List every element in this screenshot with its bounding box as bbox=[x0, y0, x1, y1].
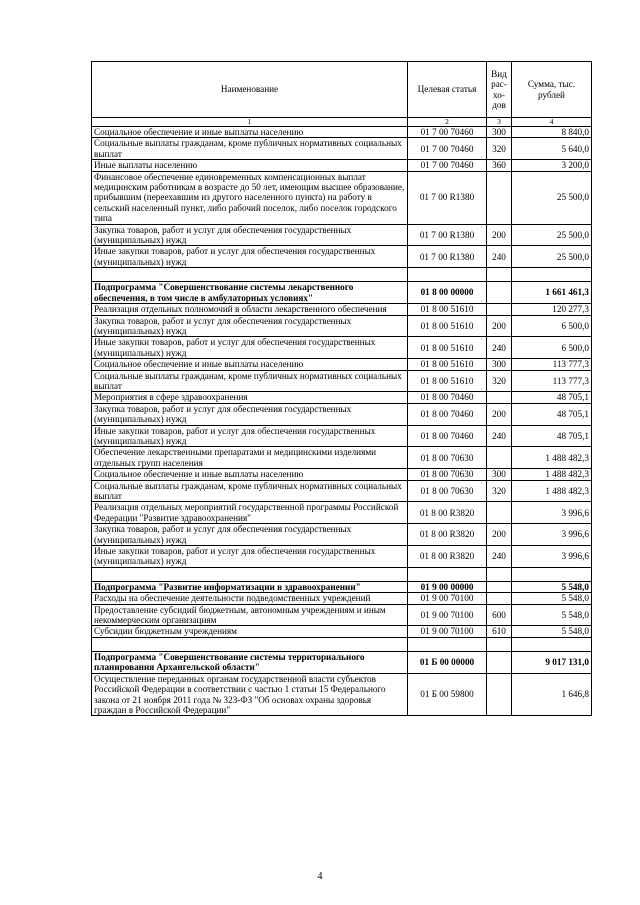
cell-expense-type bbox=[487, 502, 512, 524]
cell-code: 01 8 00 R3820 bbox=[408, 524, 487, 546]
cell-expense-type: 200 bbox=[487, 524, 512, 546]
cell-expense-type bbox=[487, 392, 512, 403]
cell-sum: 5 640,0 bbox=[512, 138, 592, 160]
table-row bbox=[92, 469, 592, 480]
cell-sum: 5 548,0 bbox=[512, 604, 592, 626]
column-number: 4 bbox=[512, 118, 592, 127]
cell-sum: 48 705,1 bbox=[512, 425, 592, 447]
table-row bbox=[92, 392, 592, 403]
cell-expense-type: 240 bbox=[487, 337, 512, 359]
cell-expense-type bbox=[487, 447, 512, 469]
cell-name: Закупка товаров, работ и услуг для обеспечения государственных (муниципальных) нужд bbox=[92, 224, 408, 246]
cell-expense-type bbox=[487, 593, 512, 604]
table-row bbox=[92, 403, 592, 425]
cell-code: 01 8 00 70460 bbox=[408, 392, 487, 403]
table-row bbox=[92, 425, 592, 447]
header-expense-type: Вид рас- хо- дов bbox=[487, 62, 512, 118]
table-row bbox=[92, 626, 592, 637]
cell-code: 01 7 00 70460 bbox=[408, 127, 487, 138]
cell-sum: 25 500,0 bbox=[512, 246, 592, 268]
cell-expense-type: 200 bbox=[487, 315, 512, 337]
cell-expense-type: 320 bbox=[487, 370, 512, 392]
cell-sum: 25 500,0 bbox=[512, 171, 592, 224]
cell-code: 01 7 00 R1380 bbox=[408, 246, 487, 268]
cell-sum: 48 705,1 bbox=[512, 403, 592, 425]
table-row bbox=[92, 359, 592, 370]
cell-name: Предоставление субсидий бюджетным, автономным учреждениям и иным некоммерческим организациям bbox=[92, 604, 408, 626]
cell-name: Иные закупки товаров, работ и услуг для обеспечения государственных (муниципальных) нужд bbox=[92, 425, 408, 447]
column-number: 3 bbox=[487, 118, 512, 127]
cell-name: Иные выплаты населению bbox=[92, 160, 408, 171]
spacer-row bbox=[92, 637, 592, 651]
cell-name: Расходы на обеспечение деятельности подведомственных учреждений bbox=[92, 593, 408, 604]
cell-name: Финансовое обеспечение единовременных компенсационных выплат медицинским работникам в возрасте до 50 лет, имеющим высшее образование, прибывшим (переехавшим из другого населенного пункта) на работу в сельский населенный пункт, либо рабочий поселок, либо поселок городского типа bbox=[92, 171, 408, 224]
spacer-row bbox=[92, 567, 592, 581]
cell-name: Иные закупки товаров, работ и услуг для обеспечения государственных (муниципальных) нужд bbox=[92, 546, 408, 568]
table-row bbox=[92, 673, 592, 716]
cell-code: 01 8 00 70460 bbox=[408, 403, 487, 425]
cell-sum: 1 488 482,3 bbox=[512, 469, 592, 480]
spacer-row bbox=[92, 268, 592, 282]
cell-code: 01 8 00 R3820 bbox=[408, 502, 487, 524]
empty-cell bbox=[487, 637, 512, 651]
cell-name: Реализация отдельных полномочий в области лекарственного обеспечения bbox=[92, 304, 408, 315]
empty-cell bbox=[92, 567, 408, 581]
cell-expense-type: 610 bbox=[487, 626, 512, 637]
cell-expense-type: 320 bbox=[487, 480, 512, 502]
cell-code: 01 7 00 R1380 bbox=[408, 171, 487, 224]
cell-code: 01 8 00 51610 bbox=[408, 370, 487, 392]
cell-code: 01 8 00 51610 bbox=[408, 359, 487, 370]
cell-sum: 113 777,3 bbox=[512, 370, 592, 392]
table-body bbox=[92, 127, 592, 716]
table-row bbox=[92, 337, 592, 359]
cell-name: Социальное обеспечение и иные выплаты населению bbox=[92, 127, 408, 138]
cell-expense-type bbox=[487, 304, 512, 315]
subprogram-row bbox=[92, 282, 592, 304]
empty-cell bbox=[408, 268, 487, 282]
cell-name: Субсидии бюджетным учреждениям bbox=[92, 626, 408, 637]
cell-code: 01 8 00 70630 bbox=[408, 447, 487, 469]
cell-expense-type: 240 bbox=[487, 546, 512, 568]
cell-sum: 113 777,3 bbox=[512, 359, 592, 370]
cell-name: Социальные выплаты гражданам, кроме публичных нормативных социальных выплат bbox=[92, 370, 408, 392]
table-row bbox=[92, 246, 592, 268]
cell-expense-type bbox=[487, 581, 512, 592]
cell-name: Социальные выплаты гражданам, кроме публичных нормативных социальных выплат bbox=[92, 138, 408, 160]
cell-code: 01 9 00 70100 bbox=[408, 604, 487, 626]
cell-sum: 3 996,6 bbox=[512, 524, 592, 546]
cell-expense-type bbox=[487, 171, 512, 224]
cell-sum: 120 277,3 bbox=[512, 304, 592, 315]
cell-expense-type: 200 bbox=[487, 224, 512, 246]
empty-cell bbox=[92, 637, 408, 651]
cell-sum: 5 548,0 bbox=[512, 626, 592, 637]
cell-code: 01 8 00 51610 bbox=[408, 337, 487, 359]
cell-name: Закупка товаров, работ и услуг для обеспечения государственных (муниципальных) нужд bbox=[92, 315, 408, 337]
cell-sum: 9 017 131,0 bbox=[512, 651, 592, 673]
cell-expense-type: 300 bbox=[487, 359, 512, 370]
cell-expense-type: 240 bbox=[487, 246, 512, 268]
cell-expense-type: 240 bbox=[487, 425, 512, 447]
cell-name: Социальное обеспечение и иные выплаты населению bbox=[92, 469, 408, 480]
header-name: Наименование bbox=[92, 62, 408, 118]
cell-name: Закупка товаров, работ и услуг для обеспечения государственных (муниципальных) нужд bbox=[92, 524, 408, 546]
table-row bbox=[92, 593, 592, 604]
cell-code: 01 8 00 70630 bbox=[408, 469, 487, 480]
cell-expense-type: 320 bbox=[487, 138, 512, 160]
table-row bbox=[92, 546, 592, 568]
table-row bbox=[92, 480, 592, 502]
cell-code: 01 9 00 70100 bbox=[408, 593, 487, 604]
cell-sum: 3 200,0 bbox=[512, 160, 592, 171]
cell-sum: 6 500,0 bbox=[512, 315, 592, 337]
empty-cell bbox=[487, 567, 512, 581]
cell-name: Обеспечение лекарственными препаратами и медицинскими изделиями отдельных групп населения bbox=[92, 447, 408, 469]
cell-code: 01 7 00 70460 bbox=[408, 138, 487, 160]
cell-expense-type: 360 bbox=[487, 160, 512, 171]
cell-code: 01 8 00 51610 bbox=[408, 315, 487, 337]
cell-sum: 3 996,6 bbox=[512, 546, 592, 568]
column-number: 2 bbox=[408, 118, 487, 127]
table-row bbox=[92, 127, 592, 138]
empty-cell bbox=[512, 567, 592, 581]
table-row bbox=[92, 447, 592, 469]
cell-name: Осуществление переданных органам государственной власти субъектов Российской Федерации в соответствии с частью 1 статьи 15 Федерального закона от 21 ноября 2011 года № 323-ФЗ "Об основах охраны здоровья граждан в Российской Федерации" bbox=[92, 673, 408, 716]
empty-cell bbox=[408, 637, 487, 651]
cell-sum: 1 488 482,3 bbox=[512, 480, 592, 502]
cell-name: Социальное обеспечение и иные выплаты населению bbox=[92, 359, 408, 370]
cell-code: 01 8 00 51610 bbox=[408, 304, 487, 315]
empty-cell bbox=[512, 268, 592, 282]
table-row bbox=[92, 138, 592, 160]
cell-code: 01 Б 00 59800 bbox=[408, 673, 487, 716]
cell-sum: 1 488 482,3 bbox=[512, 447, 592, 469]
table-row bbox=[92, 370, 592, 392]
cell-name: Подпрограмма "Развитие информатизации в здравоохранении" bbox=[92, 581, 408, 592]
cell-name: Закупка товаров, работ и услуг для обеспечения государственных (муниципальных) нужд bbox=[92, 403, 408, 425]
cell-code: 01 8 00 70460 bbox=[408, 425, 487, 447]
cell-sum: 5 548,0 bbox=[512, 593, 592, 604]
header-code: Целевая статья bbox=[408, 62, 487, 118]
cell-name: Реализация отдельных мероприятий государственной программы Российской Федерации "Развитие здравоохранения" bbox=[92, 502, 408, 524]
cell-expense-type bbox=[487, 282, 512, 304]
cell-code: 01 Б 00 00000 bbox=[408, 651, 487, 673]
cell-code: 01 9 00 70100 bbox=[408, 626, 487, 637]
cell-sum: 48 705,1 bbox=[512, 392, 592, 403]
cell-name: Подпрограмма "Совершенствование системы лекарственного обеспечения, в том числе в амбулаторных условиях" bbox=[92, 282, 408, 304]
cell-expense-type bbox=[487, 673, 512, 716]
empty-cell bbox=[408, 567, 487, 581]
cell-code: 01 9 00 00000 bbox=[408, 581, 487, 592]
cell-code: 01 7 00 R1380 bbox=[408, 224, 487, 246]
empty-cell bbox=[487, 268, 512, 282]
cell-sum: 1 646,8 bbox=[512, 673, 592, 716]
cell-expense-type: 200 bbox=[487, 403, 512, 425]
table-row bbox=[92, 224, 592, 246]
cell-sum: 5 548,0 bbox=[512, 581, 592, 592]
page-number: 4 bbox=[317, 871, 323, 882]
cell-name: Социальные выплаты гражданам, кроме публичных нормативных социальных выплат bbox=[92, 480, 408, 502]
table-row bbox=[92, 604, 592, 626]
subprogram-row bbox=[92, 651, 592, 673]
cell-expense-type: 300 bbox=[487, 127, 512, 138]
cell-name: Иные закупки товаров, работ и услуг для обеспечения государственных (муниципальных) нужд bbox=[92, 246, 408, 268]
cell-name: Иные закупки товаров, работ и услуг для обеспечения государственных (муниципальных) нужд bbox=[92, 337, 408, 359]
empty-cell bbox=[92, 268, 408, 282]
header-sum: Сумма, тыс. рублей bbox=[512, 62, 592, 118]
cell-sum: 8 840,0 bbox=[512, 127, 592, 138]
cell-sum: 3 996,6 bbox=[512, 502, 592, 524]
cell-code: 01 8 00 70630 bbox=[408, 480, 487, 502]
cell-sum: 25 500,0 bbox=[512, 224, 592, 246]
table-row bbox=[92, 171, 592, 224]
cell-name: Подпрограмма "Совершенствование системы территориального планирования Архангельской области" bbox=[92, 651, 408, 673]
empty-cell bbox=[512, 637, 592, 651]
table-row bbox=[92, 502, 592, 524]
table-row bbox=[92, 160, 592, 171]
cell-sum: 1 661 461,3 bbox=[512, 282, 592, 304]
cell-expense-type: 600 bbox=[487, 604, 512, 626]
cell-sum: 6 500,0 bbox=[512, 337, 592, 359]
cell-expense-type bbox=[487, 651, 512, 673]
column-number: 1 bbox=[92, 118, 408, 127]
table-header bbox=[92, 62, 592, 127]
cell-name: Мероприятия в сфере здравоохранения bbox=[92, 392, 408, 403]
subprogram-row bbox=[92, 581, 592, 592]
cell-code: 01 7 00 70460 bbox=[408, 160, 487, 171]
cell-code: 01 8 00 00000 bbox=[408, 282, 487, 304]
column-number-row bbox=[92, 118, 592, 127]
cell-code: 01 8 00 R3820 bbox=[408, 546, 487, 568]
table-row bbox=[92, 524, 592, 546]
table-row bbox=[92, 315, 592, 337]
budget-table bbox=[91, 61, 592, 716]
table-row bbox=[92, 304, 592, 315]
cell-expense-type: 300 bbox=[487, 469, 512, 480]
